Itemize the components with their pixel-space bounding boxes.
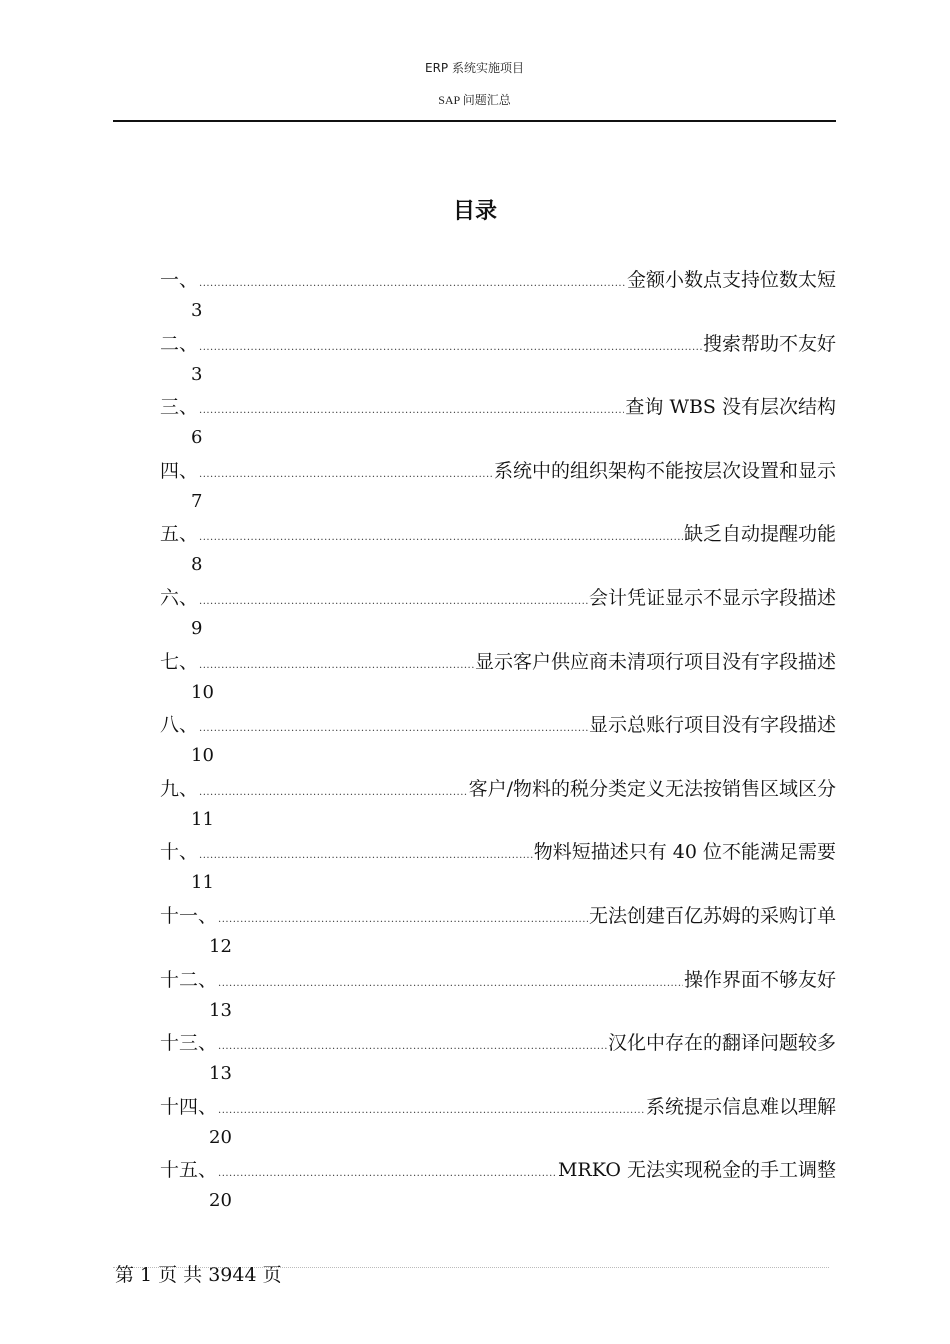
toc-entry[interactable] [160, 264, 836, 328]
toc-entry[interactable] [160, 391, 836, 455]
toc-entry[interactable] [160, 773, 836, 837]
toc-dot-leader [199, 268, 626, 300]
toc-entry-title[interactable]: 客户/物料的税分类定义无法按销售区域区分 [468, 777, 836, 800]
toc-entry-title[interactable]: 物料短描述只有 40 位不能满足需要 [533, 841, 836, 864]
toc-entry-number: 八、 [160, 714, 199, 737]
table-of-contents [160, 264, 836, 1218]
page-footer [115, 1262, 288, 1288]
toc-entry[interactable] [160, 1091, 836, 1155]
toc-entry-number: 四、 [160, 459, 199, 482]
toc-entry[interactable] [160, 1154, 836, 1218]
header-divider [113, 120, 836, 122]
toc-entry-number: 十二、 [160, 968, 218, 991]
toc-entry-number: 十三、 [160, 1032, 218, 1055]
toc-entry-page: 12 [209, 935, 232, 957]
toc-entry[interactable] [160, 646, 836, 710]
toc-entry-title[interactable]: 系统中的组织架构不能按层次设置和显示 [493, 459, 836, 482]
toc-entry-number: 一、 [160, 269, 199, 291]
toc-entry-page: 10 [191, 681, 214, 703]
toc-entry-number: 十、 [160, 841, 199, 864]
toc-entry[interactable] [160, 518, 836, 582]
toc-entry-title[interactable]: 显示总账行项目没有字段描述 [588, 714, 836, 737]
header-document-name: SAP 问题汇总 [438, 93, 511, 107]
toc-dot-leader [218, 968, 683, 1000]
footer-total-pages: 共 3944 页 [183, 1264, 282, 1286]
toc-entry-number: 十四、 [160, 1095, 218, 1118]
toc-entry-page: 13 [209, 1063, 232, 1085]
toc-dot-leader [199, 713, 588, 745]
toc-entry[interactable] [160, 836, 836, 900]
toc-entry-number: 二、 [160, 332, 199, 355]
toc-dot-leader [218, 1095, 645, 1127]
toc-entry-number: 九、 [160, 777, 199, 800]
toc-dot-leader [199, 395, 624, 427]
header-project-name: ERP 系统实施项目 [425, 61, 524, 75]
toc-dot-leader [218, 1031, 607, 1063]
toc-entry-title[interactable]: 搜索帮助不友好 [702, 332, 836, 355]
toc-dot-leader [218, 904, 588, 936]
footer-page-number: 第 1 页 [115, 1264, 178, 1286]
toc-entry[interactable] [160, 455, 836, 519]
toc-entry-title[interactable]: MRKO 无法实现税金的手工调整 [557, 1159, 836, 1182]
toc-entry-title[interactable]: 金额小数点支持位数太短 [626, 269, 836, 291]
toc-entry-page: 10 [191, 745, 214, 767]
toc-entry-title[interactable]: 汉化中存在的翻译问题较多 [607, 1032, 836, 1055]
toc-entry-title[interactable]: 操作界面不够友好 [683, 968, 836, 991]
toc-entry[interactable] [160, 582, 836, 646]
toc-dot-leader [199, 332, 702, 364]
toc-entry-number: 五、 [160, 523, 199, 546]
toc-title: 目录 [452, 199, 497, 224]
toc-dot-leader [199, 777, 468, 809]
toc-entry[interactable] [160, 964, 836, 1028]
toc-entry-page: 3 [191, 363, 203, 385]
toc-entry-number: 十一、 [160, 904, 218, 927]
toc-dot-leader [199, 586, 588, 618]
toc-entry-page: 3 [191, 300, 203, 321]
toc-dot-leader [199, 650, 474, 682]
toc-entry-page: 7 [191, 490, 203, 512]
toc-entry-page: 20 [209, 1126, 232, 1148]
toc-entry-page: 8 [191, 554, 203, 576]
toc-entry-page: 11 [191, 872, 214, 894]
toc-entry-title[interactable]: 显示客户供应商未清项行项目没有字段描述 [474, 650, 836, 673]
toc-entry[interactable] [160, 328, 836, 392]
document-header [113, 60, 836, 108]
toc-dot-leader [199, 840, 533, 872]
toc-entry-number: 六、 [160, 586, 199, 609]
toc-entry-title[interactable]: 缺乏自动提醒功能 [683, 523, 836, 546]
toc-dot-leader [199, 522, 683, 554]
toc-dot-leader [218, 1158, 557, 1190]
toc-dot-leader [199, 459, 493, 491]
toc-entry[interactable] [160, 709, 836, 773]
toc-entry-page: 20 [209, 1190, 232, 1212]
toc-entry-page: 6 [191, 427, 203, 449]
toc-entry-number: 三、 [160, 396, 199, 419]
toc-entry-page: 11 [191, 808, 214, 830]
toc-entry-number: 七、 [160, 650, 199, 673]
toc-entry-title[interactable]: 会计凭证显示不显示字段描述 [588, 586, 836, 609]
toc-entry-title[interactable]: 系统提示信息难以理解 [645, 1095, 836, 1118]
toc-entry-page: 9 [191, 617, 203, 639]
toc-entry-title[interactable]: 查询 WBS 没有层次结构 [625, 396, 836, 419]
toc-entry[interactable] [160, 1027, 836, 1091]
toc-entry-title[interactable]: 无法创建百亿苏姆的采购订单 [588, 904, 836, 927]
toc-entry-page: 13 [209, 999, 232, 1021]
toc-entry[interactable] [160, 900, 836, 964]
toc-entry-number: 十五、 [160, 1159, 218, 1182]
